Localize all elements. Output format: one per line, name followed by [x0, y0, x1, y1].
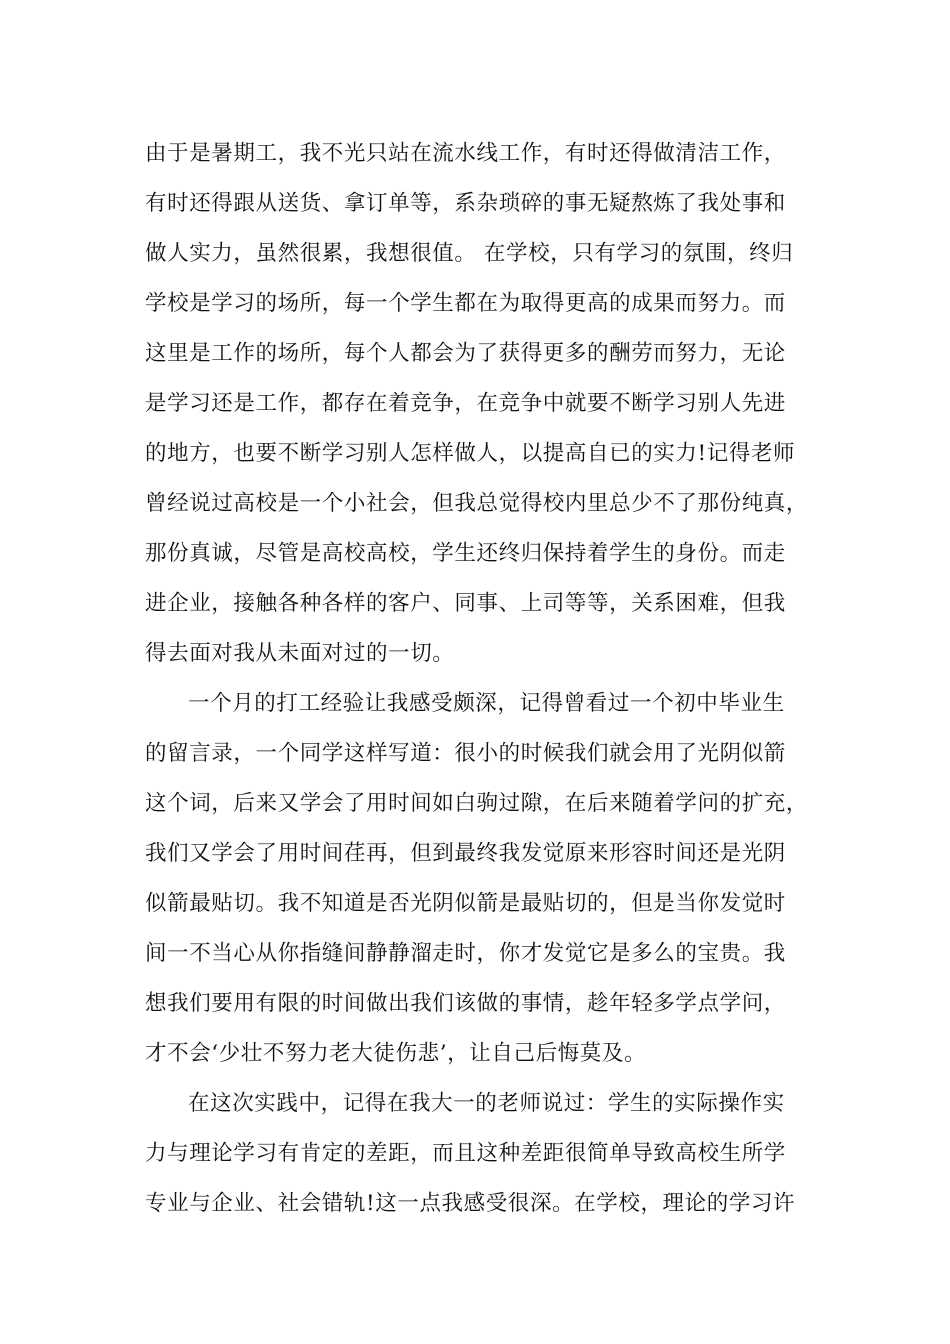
- text-line: 的留言录，一个同学这样写道：很小的时候我们就会用了光阴似箭: [145, 741, 786, 766]
- text-line: 那份真诚，尽管是高校高校，学生还终归保持着学生的身份。而走: [145, 541, 786, 566]
- text-line: 专业与企业、社会错轨!这一点我感受很深。在学校，理论的学习许: [145, 1191, 796, 1216]
- paragraph-start-line: 一个月的打工经验让我感受颇深，记得曾看过一个初中毕业生: [188, 691, 785, 716]
- body-text: [145, 129, 825, 1229]
- text-line: 得去面对我从未面对过的一切。: [145, 641, 455, 666]
- text-line: 这个词，后来又学会了用时间如白驹过隙，在后来随着学问的扩充，: [145, 791, 809, 816]
- text-line: 做人实力，虽然很累，我想很值。 在学校，只有学习的氛围，终归: [145, 241, 794, 266]
- text-line: 才不会‘少壮不努力老大徒伤悲’，让自己后悔莫及。: [145, 1041, 647, 1066]
- text-line: 进企业，接触各种各样的客户、同事、上司等等，关系困难，但我: [145, 591, 786, 616]
- text-line: 这里是工作的场所，每个人都会为了获得更多的酬劳而努力，无论: [145, 341, 786, 366]
- text-line: 想我们要用有限的时间做出我们该做的事情，趁年轻多学点学问，: [145, 991, 786, 1016]
- text-line: 曾经说过高校是一个小社会，但我总觉得校内里总少不了那份纯真，: [145, 491, 809, 516]
- text-line: 我们又学会了用时间荏再，但到最终我发觉原来形容时间还是光阴: [145, 841, 786, 866]
- paragraph-start-line: 在这次实践中，记得在我大一的老师说过：学生的实际操作实: [188, 1091, 785, 1116]
- text-line: 力与理论学习有肯定的差距，而且这种差距很简单导致高校生所学: [145, 1141, 786, 1166]
- text-line: 有时还得跟从送货、拿订单等，系杂琐碎的事无疑熬炼了我处事和: [145, 191, 786, 216]
- text-line: 的地方，也要不断学习别人怎样做人，以提高自已的实力!记得老师: [145, 441, 796, 466]
- text-line: 似箭最贴切。我不知道是否光阴似箭是最贴切的，但是当你发觉时: [145, 891, 786, 916]
- text-line: 是学习还是工作，都存在着竞争，在竞争中就要不断学习别人先进: [145, 391, 786, 416]
- text-line: 间一不当心从你指缝间静静溜走时，你才发觉它是多么的宝贵。我: [145, 941, 786, 966]
- text-line: 由于是暑期工，我不光只站在流水线工作，有时还得做清洁工作，: [145, 141, 786, 166]
- text-line: 学校是学习的场所，每一个学生都在为取得更高的成果而努力。而: [145, 291, 786, 316]
